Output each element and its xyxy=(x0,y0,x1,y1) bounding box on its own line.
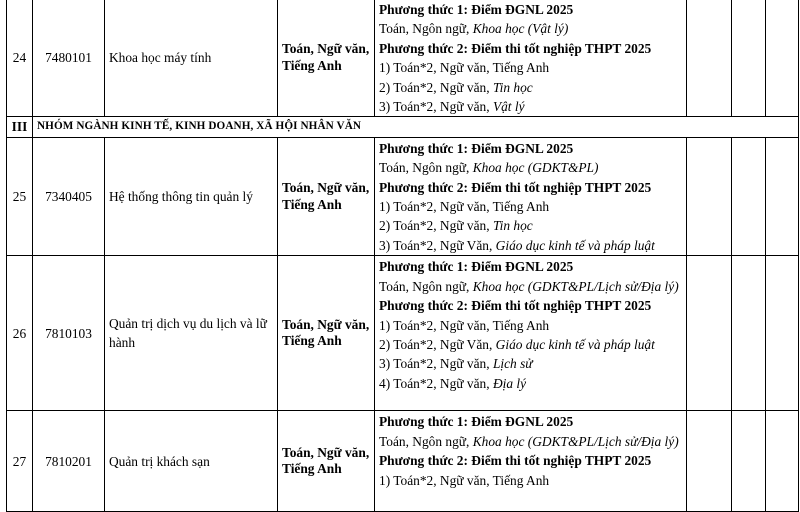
major-code: 7810103 xyxy=(33,256,105,411)
row-number: 25 xyxy=(7,137,33,255)
method-2-title: Phương thức 2: Điểm thi tốt nghiệp THPT 2025 xyxy=(379,453,652,469)
method-1-subjects: Toán, Ngôn ngữ, Khoa học (GDKT&PL/Lịch sử/Địa lý) xyxy=(379,433,679,449)
subject-combination: Toán, Ngữ văn, Tiếng Anh xyxy=(278,411,375,512)
method-1-subjects: Toán, Ngôn ngữ, Khoa học (GDKT&PL/Lịch sử/Địa lý) xyxy=(379,278,679,294)
method-1-subjects: Toán, Ngôn ngữ, Khoa học (Vật lý) xyxy=(379,21,569,37)
admission-methods xyxy=(375,411,687,512)
method-2-option: 1) Toán*2, Ngữ văn, Tiếng Anh xyxy=(379,472,550,488)
major-name: Hệ thống thông tin quản lý xyxy=(105,137,278,255)
group-header-row xyxy=(7,117,799,137)
empty-cell xyxy=(732,411,766,512)
row-number: 27 xyxy=(7,411,33,512)
method-2-option: 3) Toán*2, Ngữ văn, Vật lý xyxy=(379,99,525,115)
subject-combination: Toán, Ngữ văn, Tiếng Anh xyxy=(278,256,375,411)
method-2-option: 1) Toán*2, Ngữ văn, Tiếng Anh xyxy=(379,60,550,76)
empty-cell xyxy=(732,0,766,117)
group-roman-number: III xyxy=(7,117,33,137)
row-number: 26 xyxy=(7,256,33,411)
major-name: Quản trị khách sạn xyxy=(105,411,278,512)
method-1-title: Phương thức 1: Điểm ĐGNL 2025 xyxy=(379,259,574,275)
admission-table xyxy=(6,0,799,512)
admission-methods xyxy=(375,0,687,117)
major-code: 7480101 xyxy=(33,0,105,117)
method-1-title: Phương thức 1: Điểm ĐGNL 2025 xyxy=(379,2,574,17)
method-2-option: 2) Toán*2, Ngữ văn, Tin học xyxy=(379,79,533,95)
method-2-option: 3) Toán*2, Ngữ văn, Lịch sử xyxy=(379,356,533,372)
empty-cell xyxy=(766,256,799,411)
method-1-subjects: Toán, Ngôn ngữ, Khoa học (GDKT&PL) xyxy=(379,160,599,176)
major-name: Quản trị dịch vụ du lịch và lữ hành xyxy=(105,256,278,411)
method-2-option: 1) Toán*2, Ngữ văn, Tiếng Anh xyxy=(379,199,550,215)
empty-cell xyxy=(687,0,732,117)
method-2-title: Phương thức 2: Điểm thi tốt nghiệp THPT 2025 xyxy=(379,179,652,195)
table-row xyxy=(7,411,799,512)
group-title: NHÓM NGÀNH KINH TẾ, KINH DOANH, XÃ HỘI NHÂN VĂN xyxy=(33,117,799,137)
empty-cell xyxy=(766,137,799,255)
method-2-title: Phương thức 2: Điểm thi tốt nghiệp THPT 2025 xyxy=(379,298,652,314)
method-2-option: 1) Toán*2, Ngữ văn, Tiếng Anh xyxy=(379,317,550,333)
method-2-option: 2) Toán*2, Ngữ văn, Tin học xyxy=(379,218,533,234)
major-name: Khoa học máy tính xyxy=(105,0,278,117)
empty-cell xyxy=(766,0,799,117)
subject-combination: Toán, Ngữ văn, Tiếng Anh xyxy=(278,137,375,255)
major-code: 7810201 xyxy=(33,411,105,512)
method-2-option: 4) Toán*2, Ngữ văn, Địa lý xyxy=(379,375,527,391)
method-1-title: Phương thức 1: Điểm ĐGNL 2025 xyxy=(379,414,574,430)
admission-methods xyxy=(375,256,687,411)
method-1-title: Phương thức 1: Điểm ĐGNL 2025 xyxy=(379,140,574,156)
method-2-title: Phương thức 2: Điểm thi tốt nghiệp THPT 2025 xyxy=(379,40,652,56)
empty-cell xyxy=(732,137,766,255)
method-2-option: 3) Toán*2, Ngữ Văn, Giáo dục kinh tế và pháp luật xyxy=(379,237,655,253)
empty-cell xyxy=(766,411,799,512)
major-code: 7340405 xyxy=(33,137,105,255)
empty-cell xyxy=(687,256,732,411)
subject-combination: Toán, Ngữ văn, Tiếng Anh xyxy=(278,0,375,117)
method-2-option: 2) Toán*2, Ngữ Văn, Giáo dục kinh tế và pháp luật xyxy=(379,336,655,352)
empty-cell xyxy=(687,137,732,255)
table-row xyxy=(7,0,799,117)
empty-cell xyxy=(732,256,766,411)
table-row xyxy=(7,256,799,411)
row-number: 24 xyxy=(7,0,33,117)
empty-cell xyxy=(687,411,732,512)
admission-methods xyxy=(375,137,687,255)
table-row xyxy=(7,137,799,255)
